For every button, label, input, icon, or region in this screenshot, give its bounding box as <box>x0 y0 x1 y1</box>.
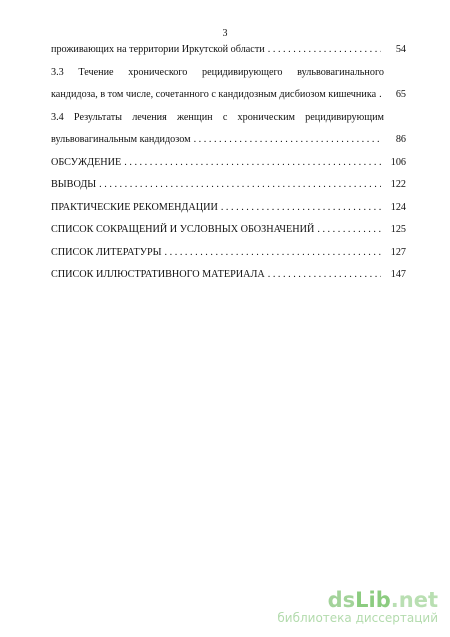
dot-leader <box>268 269 381 281</box>
toc-entry-text: проживающих на территории Иркутской области <box>51 44 265 55</box>
dot-leader <box>379 89 381 101</box>
toc-page-number: 147 <box>390 269 406 280</box>
toc-entry <box>51 202 406 225</box>
toc-page-number: 54 <box>395 44 406 55</box>
toc-entry-text: ПРАКТИЧЕСКИЕ РЕКОМЕНДАЦИИ <box>51 201 218 213</box>
toc-entry-text: 3.3 Течение хронического рецидивирующего вульвовагинального <box>51 66 384 78</box>
toc-page-number: 127 <box>390 246 406 258</box>
table-of-contents <box>51 44 406 292</box>
toc-entry <box>51 247 406 270</box>
toc-page-number: 125 <box>390 224 406 235</box>
dot-leader <box>317 224 381 236</box>
toc-entry <box>51 44 406 67</box>
toc-entry <box>51 134 406 157</box>
toc-page-number: 86 <box>395 134 406 145</box>
dslib-logo: dsLib.net <box>327 588 438 612</box>
dslib-subtitle: библиотека диссертаций <box>277 611 438 625</box>
toc-entry <box>51 67 406 90</box>
toc-entry <box>51 112 406 135</box>
toc-entry-text: кандидоза, в том числе, сочетанного с кандидозным дисбиозом кишечника <box>51 89 377 100</box>
toc-page-number: 106 <box>390 156 406 168</box>
dot-leader <box>124 157 381 169</box>
dot-leader <box>99 179 381 191</box>
dot-leader <box>268 44 381 56</box>
toc-entry-text: вульвовагинальным кандидозом <box>51 134 191 145</box>
toc-entry <box>51 89 406 112</box>
toc-entry-text: СПИСОК ЛИТЕРАТУРЫ <box>51 246 162 258</box>
toc-entry <box>51 179 406 202</box>
dot-leader <box>165 247 381 259</box>
toc-entry <box>51 269 406 292</box>
toc-entry-text: ОБСУЖДЕНИЕ <box>51 156 122 168</box>
toc-page-number: 122 <box>390 179 406 190</box>
page-number: 3 <box>222 28 228 39</box>
toc-page-number: 65 <box>395 89 406 100</box>
toc-entry-text: СПИСОК СОКРАЩЕНИЙ И УСЛОВНЫХ ОБОЗНАЧЕНИЙ <box>51 224 315 235</box>
toc-entry <box>51 157 406 180</box>
dot-leader <box>194 134 381 146</box>
dot-leader <box>221 202 381 214</box>
toc-page-number: 124 <box>390 201 406 213</box>
toc-entry-text: ВЫВОДЫ <box>51 179 97 190</box>
toc-entry-text: 3.4 Результаты лечения женщин с хроническим рецидивирующим <box>51 111 384 123</box>
dslib-watermark <box>277 589 438 625</box>
toc-entry-text: СПИСОК ИЛЛЮСТРАТИВНОГО МАТЕРИАЛА <box>51 269 265 280</box>
toc-entry <box>51 224 406 247</box>
